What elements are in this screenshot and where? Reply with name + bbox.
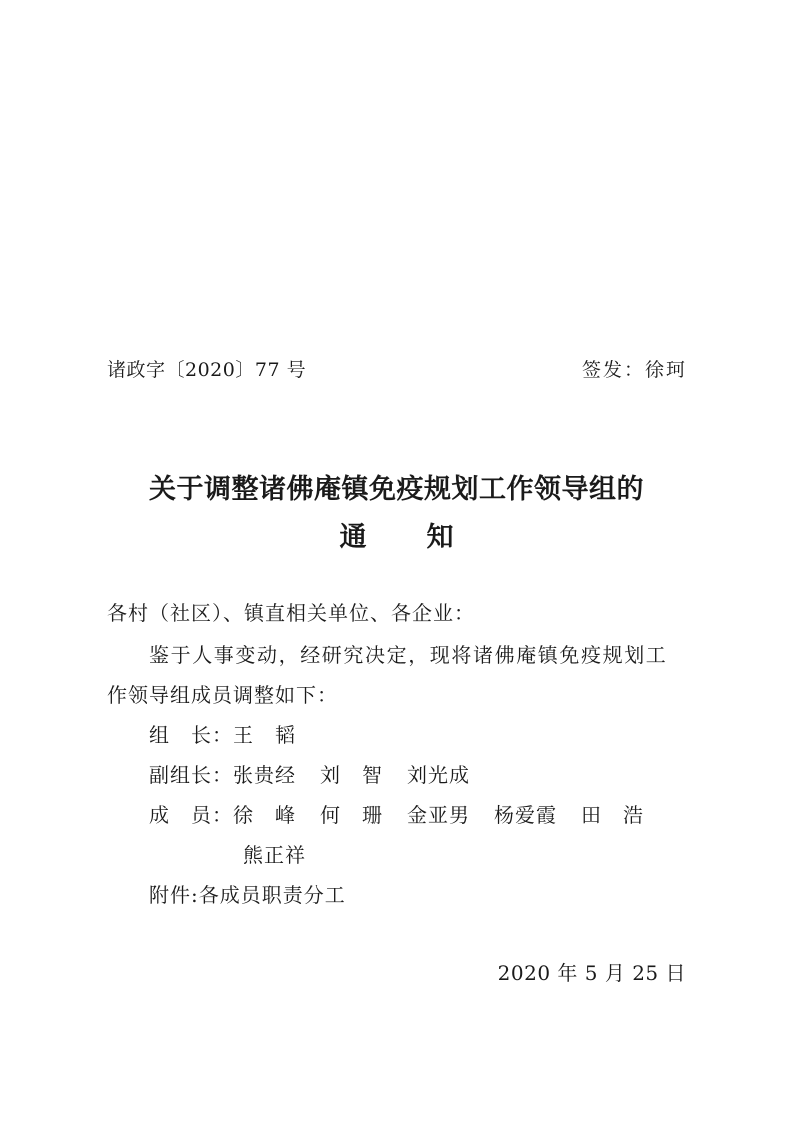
member-name: 金亚男 (407, 803, 470, 827)
document-title-line-1: 关于调整诸佛庵镇免疫规划工作领导组的 (149, 474, 644, 505)
member-label: 成 员： (149, 803, 233, 827)
member-name: 徐 峰 (233, 803, 296, 827)
leader-name: 王 韬 (233, 723, 296, 747)
member-name: 田 浩 (581, 803, 644, 827)
deputy-name: 张贵经 (233, 763, 296, 787)
signer: 签发：徐珂 (581, 359, 687, 381)
paragraph-line-1: 鉴于人事变动，经研究决定，现将诸佛庵镇免疫规划工 (149, 643, 668, 667)
attachment-note: 附件:各成员职责分工 (149, 883, 346, 907)
leader-label: 组 长： (149, 723, 233, 747)
addressee: 各村（社区）、镇直相关单位、各企业： (107, 601, 475, 625)
document-number: 诸政字〔2020〕77 号 (107, 359, 307, 381)
document-date: 2020 年 5 月 25 日 (497, 961, 686, 985)
deputy-row (149, 760, 470, 790)
paragraph-line-2: 作领导组成员调整如下： (107, 683, 338, 707)
leader-row (149, 720, 296, 750)
members-row (149, 800, 644, 830)
deputy-name: 刘光成 (407, 763, 470, 787)
document-title-line-2: 通知 (339, 522, 514, 553)
members-row-continued: 熊正祥 (243, 843, 306, 867)
deputy-name: 刘 智 (320, 763, 383, 787)
deputy-label: 副组长： (149, 763, 233, 787)
member-name: 何 珊 (320, 803, 383, 827)
member-name: 杨爱霞 (494, 803, 557, 827)
doc-header-row (107, 356, 687, 384)
